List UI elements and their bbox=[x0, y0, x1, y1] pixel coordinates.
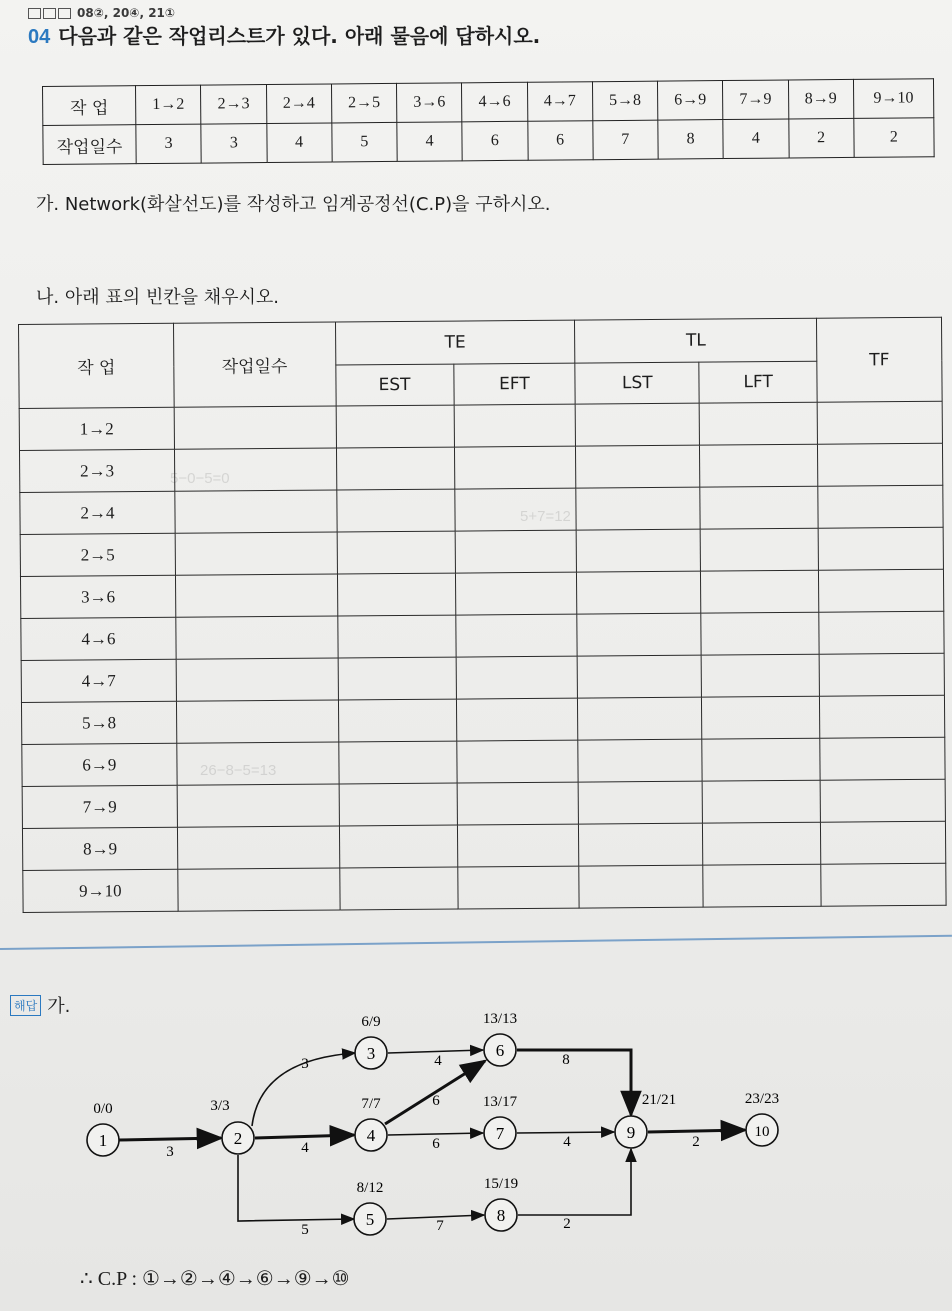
event-node-number: 4 bbox=[366, 1126, 376, 1145]
task-cell: 5→8 bbox=[592, 81, 658, 121]
duration-cell: 5 bbox=[332, 122, 398, 162]
job-cell: 4→7 bbox=[21, 659, 176, 702]
activity-duration-label: 4 bbox=[301, 1140, 309, 1156]
event-node-number: 1 bbox=[98, 1131, 108, 1150]
task-cell: 7→9 bbox=[723, 80, 789, 120]
duration-cell: 4 bbox=[397, 122, 463, 162]
part-b-question: 나. 아래 표의 빈칸을 채우시오. bbox=[36, 287, 279, 308]
duration-cell: 4 bbox=[266, 123, 332, 163]
job-cell: 8→9 bbox=[22, 827, 177, 870]
activity-arrow-4-7 bbox=[388, 1133, 483, 1135]
event-time-label: 8/12 bbox=[356, 1180, 384, 1196]
event-node-number: 5 bbox=[365, 1210, 375, 1229]
task-cell: 3→6 bbox=[396, 83, 462, 123]
activity-arrow-2-4 bbox=[255, 1135, 354, 1138]
event-node-number: 7 bbox=[495, 1124, 505, 1143]
activity-duration-label: 3 bbox=[166, 1144, 174, 1160]
event-node-number: 2 bbox=[233, 1129, 243, 1148]
job-cell: 7→9 bbox=[22, 785, 177, 828]
event-time-label: 21/21 bbox=[641, 1092, 677, 1108]
job-cell: 5→8 bbox=[21, 701, 176, 744]
duration-cell: 8 bbox=[658, 120, 724, 160]
job-cell: 9→10 bbox=[23, 869, 178, 912]
event-time-label: 3/3 bbox=[210, 1098, 230, 1114]
task-cell: 9→10 bbox=[853, 79, 934, 119]
col-header-lst: LST bbox=[575, 362, 699, 404]
activity-duration-label: 6 bbox=[432, 1136, 440, 1152]
activity-duration-label: 8 bbox=[562, 1052, 570, 1068]
col-header-job: 작 업 bbox=[19, 323, 174, 408]
activity-arrow-9-10 bbox=[648, 1130, 745, 1132]
event-time-label: 13/17 bbox=[482, 1094, 518, 1110]
task-cell: 2→3 bbox=[201, 85, 267, 125]
activity-duration-label: 4 bbox=[563, 1134, 571, 1150]
duration-cell: 7 bbox=[593, 120, 659, 160]
col-header-tf: TF bbox=[817, 317, 943, 402]
event-node-number: 3 bbox=[366, 1044, 376, 1063]
job-cell: 1→2 bbox=[19, 407, 174, 450]
duration-cell: 6 bbox=[462, 121, 528, 161]
job-cell: 4→6 bbox=[21, 617, 176, 660]
duration-cell: 2 bbox=[788, 118, 854, 158]
bleed-through-text: 26−8−5=13 bbox=[200, 762, 277, 779]
activity-duration-label: 5 bbox=[301, 1222, 309, 1238]
job-cell: 3→6 bbox=[20, 575, 175, 618]
activity-arrow-1-2 bbox=[119, 1138, 221, 1140]
activity-duration-label: 2 bbox=[563, 1216, 571, 1232]
event-time-label: 6/9 bbox=[361, 1014, 381, 1030]
exam-tags: 08②, 20④, 21① bbox=[77, 6, 176, 20]
col-header-lft: LFT bbox=[699, 361, 817, 403]
question-text: 다음과 같은 작업리스트가 있다. 아래 물음에 답하시오. bbox=[58, 24, 541, 48]
duration-cell: 6 bbox=[527, 121, 593, 161]
task-cell: 4→6 bbox=[462, 82, 528, 122]
bleed-through-text: 5+7=12 bbox=[520, 508, 571, 525]
activity-duration-label: 7 bbox=[436, 1218, 444, 1234]
activity-duration-label: 2 bbox=[692, 1134, 700, 1150]
activity-duration-label: 4 bbox=[434, 1053, 442, 1069]
task-cell: 2→5 bbox=[331, 83, 397, 123]
event-time-label: 0/0 bbox=[93, 1101, 113, 1117]
task-cell: 6→9 bbox=[657, 81, 723, 121]
col-header-tl: TL bbox=[575, 318, 817, 363]
job-cell: 6→9 bbox=[22, 743, 177, 786]
question-number: 04 bbox=[28, 26, 51, 48]
event-node-number: 10 bbox=[754, 1124, 770, 1140]
task-cell: 4→7 bbox=[527, 82, 593, 122]
col-header-eft: EFT bbox=[453, 363, 575, 405]
row-label: 작업일수 bbox=[43, 125, 136, 165]
row-label: 작 업 bbox=[43, 86, 136, 126]
event-node-number: 9 bbox=[626, 1123, 636, 1142]
bleed-through-text: 5−0−5=0 bbox=[170, 470, 230, 487]
part-a-question: 가. Network(화살선도)를 작성하고 임계공정선(C.P)을 구하시오. bbox=[36, 194, 551, 215]
activity-duration-label: 6 bbox=[432, 1093, 440, 1109]
event-node-number: 6 bbox=[495, 1041, 505, 1060]
answer-part: 가. bbox=[47, 996, 71, 1017]
duration-cell: 4 bbox=[723, 119, 789, 159]
duration-cell: 2 bbox=[854, 118, 935, 158]
activity-duration-label: 3 bbox=[301, 1056, 309, 1072]
activity-arrow-6-9 bbox=[517, 1050, 631, 1115]
duration-cell: 3 bbox=[201, 124, 267, 164]
job-cell: 2→4 bbox=[20, 491, 175, 534]
task-cell: 1→2 bbox=[136, 85, 202, 125]
event-time-label: 15/19 bbox=[483, 1176, 519, 1192]
activity-arrow-7-9 bbox=[517, 1132, 614, 1133]
job-cell: 2→3 bbox=[19, 449, 174, 492]
activity-arrow-8-9 bbox=[518, 1149, 631, 1215]
job-cell: 2→5 bbox=[20, 533, 175, 576]
activity-arrow-2-5 bbox=[238, 1155, 354, 1221]
task-cell: 2→4 bbox=[266, 84, 332, 124]
col-header-duration: 작업일수 bbox=[173, 322, 335, 407]
event-time-label: 23/23 bbox=[744, 1091, 780, 1107]
answer-label: 해답 bbox=[10, 995, 41, 1016]
duration-cell: 3 bbox=[136, 124, 202, 164]
event-time-label: 7/7 bbox=[361, 1096, 381, 1112]
event-node-number: 8 bbox=[496, 1206, 506, 1225]
critical-path-answer: ∴ C.P : ①→②→④→⑥→⑨→⑩ bbox=[80, 1268, 350, 1290]
col-header-est: EST bbox=[335, 364, 453, 406]
task-cell: 8→9 bbox=[788, 79, 854, 119]
event-time-label: 13/13 bbox=[482, 1011, 518, 1027]
col-header-te: TE bbox=[335, 320, 575, 365]
